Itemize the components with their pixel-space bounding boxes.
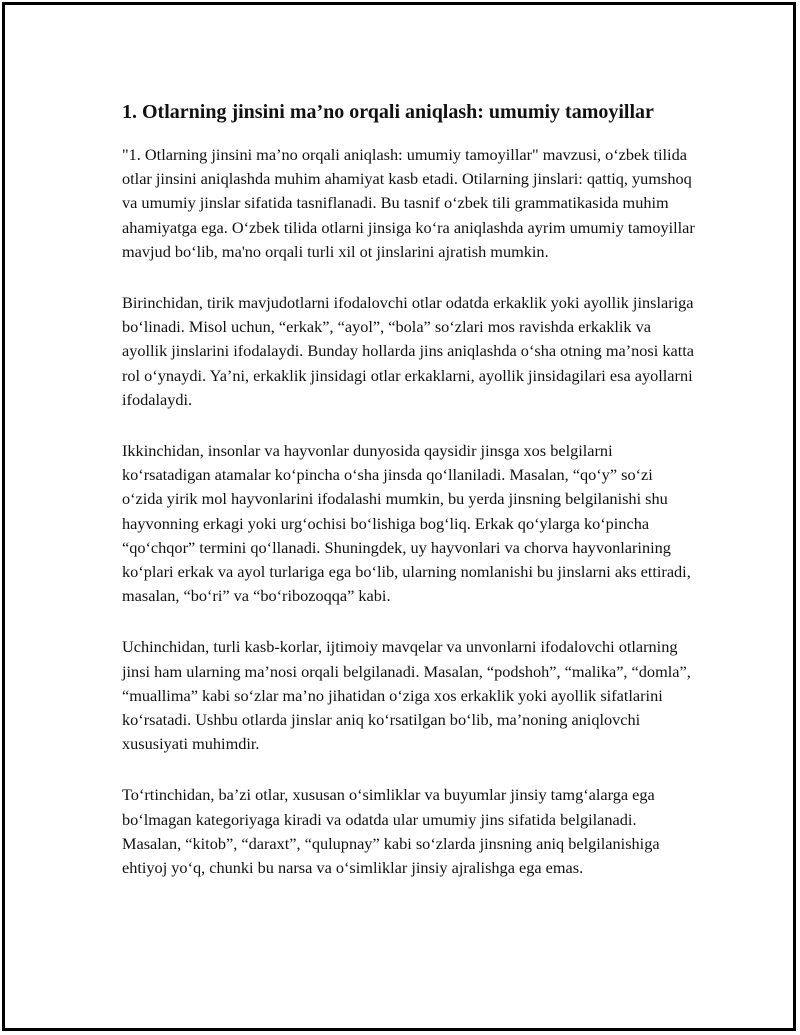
document-body (122, 98, 697, 907)
paragraph-intro: "1. Otlarning jinsini ma’no orqali aniqlash: umumiy tamoyillar" mavzusi, o‘zbek tilida otlar jinsini aniqlashda muhim ahamiyat kasb etadi. Otilarning jinslari: qattiq, yumshoq va umumiy jinslar sifatida tasniflanadi. Bu tasnif o‘zbek tili grammatikasida muhim ahamiyatga ega. O‘zbek tilida otlarni jinsiga ko‘ra aniqlashda ayrim umumiy tamoyillar mavjud bo‘lib, ma'no orqali turli xil ot jinslarini ajratish mumkin. (122, 145, 695, 261)
paragraph-first-point: Birinchidan, tirik mavjudotlarni ifodalovchi otlar odatda erkaklik yoki ayollik jinslariga bo‘linadi. Misol uchun, “erkak”, “ayol”, “bola” so‘zlari mos ravishda erkaklik va ayollik jinslarini ifodalaydi. Bunday hollarda jins aniqlashda o‘sha otning ma’nosi katta rol o‘ynaydi. Ya’ni, erkaklik jinsidagi otlar erkaklarni, ayollik jinsidagilari esa ayollarni ifodalaydi. (122, 293, 694, 409)
paragraph-second-point: Ikkinchidan, insonlar va hayvonlar dunyosida qaysidir jinsga xos belgilarni ko‘rsatadigan atamalar ko‘pincha o‘sha jinsda qo‘llaniladi. Masalan, “qo‘y” so‘zi o‘zida yirik mol hayvonlarini ifodalashi mumkin, bu yerda jinsning belgilanishi shu hayvonning erkagi yoki urg‘ochisi bo‘lishiga bog‘liq. Erkak qo‘ylarga ko‘pincha “qo‘chqor” termini qo‘llanadi. Shuningdek, uy hayvonlari va chorva hayvonlarining ko‘plari erkak va ayol turlariga ega bo‘lib, ularning nomlanishi bu jinslarni aks ettiradi, masalan, “bo‘ri” va “bo‘ribozoqqa” kabi. (122, 441, 691, 606)
document-title: 1. Otlarning jinsini ma’no orqali aniqlash: umumiy tamoyillar (122, 101, 654, 123)
paragraph-third-point: Uchinchidan, turli kasb-korlar, ijtimoiy mavqelar va unvonlarni ifodalovchi otlarning jinsi ham ularning ma’nosi orqali belgilanadi. Masalan, “podshoh”, “malika”, “domla”, “muallima” kabi so‘zlar ma’no jihatidan o‘ziga xos erkaklik yoki ayollik sifatlarini ko‘rsatadi. Ushbu otlarda jinslar aniq ko‘rsatilgan bo‘lib, ma’noning aniqlovchi xususiyati muhimdir. (122, 637, 691, 754)
page-frame (2, 2, 796, 1031)
paragraph-fourth-point: To‘rtinchidan, ba’zi otlar, xususan o‘simliklar va buyumlar jinsiy tamg‘alarga ega bo‘lmagan kategoriyaga kiradi va odatda ular umumiy jins sifatida belgilanadi. Masalan, “kitob”, “daraxt”, “qulupnay” kabi so‘zlarda jinsning aniq belgilanishiga ehtiyoj yo‘q, chunki bu narsa va o‘simliklar jinsiy ajralishga ega emas. (122, 785, 660, 878)
